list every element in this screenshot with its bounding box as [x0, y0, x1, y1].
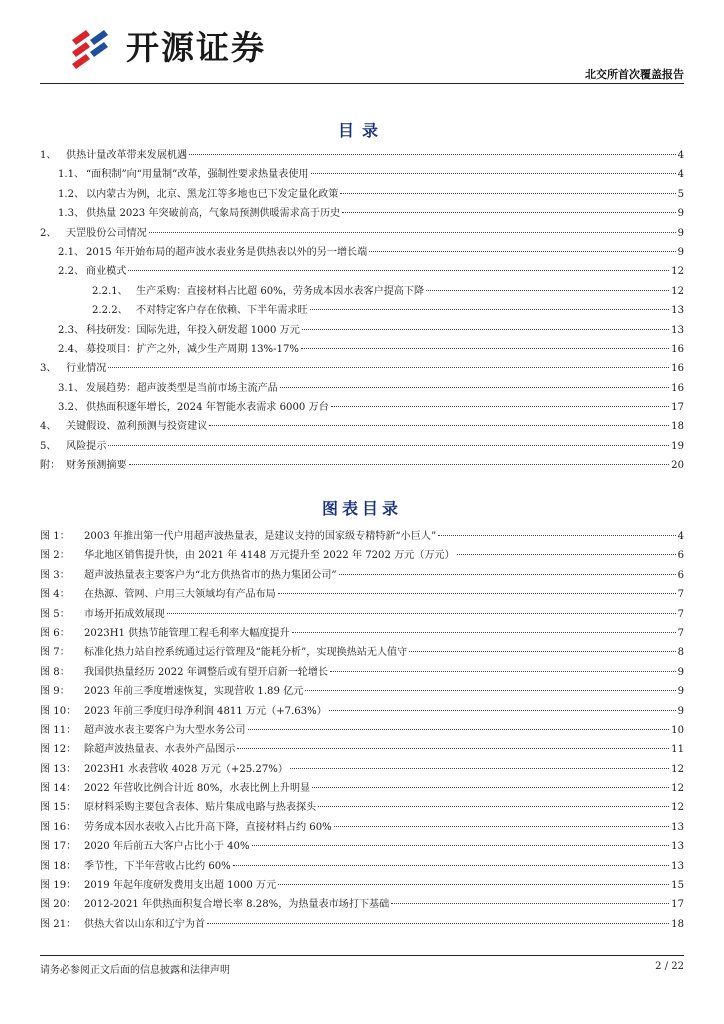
entry-number: 图 7： [40, 647, 70, 659]
figure-entry[interactable] [40, 876, 684, 895]
dot-leader [301, 348, 669, 349]
page-header [40, 18, 684, 81]
dot-leader [334, 826, 669, 827]
entry-number: 图 19： [40, 880, 77, 892]
entry-number: 图 5： [40, 608, 70, 620]
dot-leader [207, 923, 669, 924]
entry-page: 4 [677, 169, 684, 181]
figure-list-title: 图表目录 [321, 499, 402, 518]
entry-number: 图 13： [40, 763, 77, 775]
entry-page: 12 [671, 802, 684, 814]
entry-number: 图 3： [40, 569, 70, 581]
entry-number: 图 8： [40, 666, 70, 678]
toc-entry[interactable] [40, 301, 684, 320]
dot-leader [302, 329, 669, 330]
toc-entry[interactable] [40, 437, 684, 456]
entry-text: 2020 年后前五大客户占比小于 40% [84, 841, 250, 853]
dot-leader [167, 613, 676, 614]
entry-text: 供热计量改革带来发展机遇 [66, 150, 188, 161]
entry-number: 2.2、 [58, 266, 85, 278]
figure-entry[interactable] [40, 663, 684, 682]
entry-text: 供热量 2023 年突破前高，气象局预测供暖需求高于历史 [86, 208, 341, 220]
dot-leader [128, 270, 669, 271]
entry-page: 9 [677, 246, 684, 258]
dot-leader [248, 729, 670, 730]
entry-page: 12 [671, 783, 684, 795]
dot-leader [108, 367, 669, 368]
entry-text: 我国供热量经历 2022 年调整后或有望开启新一轮增长 [84, 666, 329, 678]
entry-text: 发展趋势：超声波类型是当前市场主流产品 [86, 382, 278, 394]
entry-text: 2019 年起年度研发费用支出超 1000 万元 [84, 880, 277, 892]
entry-page: 9 [677, 705, 684, 717]
entry-page: 15 [671, 880, 684, 892]
entry-text: 2023H1 供热节能管理工程毛利率大幅度提升 [84, 627, 290, 639]
entry-number: 附： [40, 460, 61, 472]
figure-entry[interactable] [40, 643, 684, 662]
figure-entry[interactable] [40, 837, 684, 856]
figure-entry[interactable] [40, 605, 684, 624]
dot-leader [369, 251, 675, 252]
entry-page: 19 [671, 440, 684, 452]
entry-text: 超声波热量表主要客户为“北方供热省市的热力集团公司” [84, 569, 337, 581]
entry-page: 16 [671, 382, 684, 394]
entry-text: 2003 年推出第一代户用超声波热量表，是建议支持的国家级专精特新“小巨人” [84, 531, 437, 542]
entry-number: 5、 [40, 440, 57, 452]
dot-leader [237, 748, 669, 749]
entry-text: 供热大省以山东和辽宁为首 [84, 918, 206, 930]
entry-page: 7 [677, 589, 684, 601]
entry-text: 2023 年前三季度增速恢复，实现营收 1.89 亿元 [84, 686, 304, 698]
entry-page: 16 [671, 363, 684, 375]
dot-leader [330, 671, 675, 672]
toc-entry[interactable] [40, 417, 684, 436]
entry-text: 2022 年营收比例合计近 80%，水表比例上升明显 [84, 783, 311, 795]
entry-number: 3.1、 [58, 382, 85, 394]
page-number: 2 / 22 [655, 961, 684, 972]
toc-entry[interactable] [40, 282, 684, 301]
figure-entry[interactable] [40, 740, 684, 759]
dot-leader [209, 425, 669, 426]
figure-entry[interactable] [40, 760, 684, 779]
entry-page: 9 [677, 208, 684, 220]
dot-leader [311, 173, 676, 174]
figure-entry[interactable] [40, 779, 684, 798]
entry-number: 4、 [40, 421, 57, 433]
toc-entry[interactable] [40, 204, 684, 223]
entry-number: 2.4、 [58, 343, 85, 355]
entry-text: 2023H1 水表营收 4028 万元（+25.27%） [84, 763, 288, 775]
entry-number: 图 12： [40, 744, 77, 756]
toc-entry[interactable] [40, 185, 684, 204]
entry-page: 7 [677, 627, 684, 639]
dot-leader [329, 710, 676, 711]
entry-text: 除超声波热量表、水表外产品图示 [84, 744, 236, 756]
entry-text: 在热源、管网、户用三大领域均有产品布局 [84, 589, 276, 601]
entry-text: 行业情况 [66, 363, 107, 375]
entry-text: 市场开拓成效展现 [84, 608, 165, 620]
entry-text: 华北地区销售提升快，由 2021 年 4148 万元提升至 2022 年 7202 万元（万元） [84, 550, 455, 562]
entry-number: 1.2、 [58, 188, 85, 200]
entry-text: 2015 年开始布局的超声波水表业务是供热表以外的另一增长端 [86, 246, 368, 258]
brand-name: 开源证券 [126, 28, 266, 67]
entry-number: 图 15： [40, 802, 77, 814]
entry-text: 募投项目：扩产之外，减少生产周期 13%-17% [86, 343, 299, 355]
figure-entry[interactable] [40, 527, 684, 546]
figure-entry[interactable] [40, 798, 684, 817]
entry-page: 13 [671, 841, 684, 853]
entry-text: 标准化热力站自控系统通过运行管理及“能耗分析”，实现换热站无人值守 [84, 647, 408, 659]
entry-number: 图 14： [40, 783, 77, 795]
dot-leader [189, 154, 675, 155]
toc-entry[interactable] [40, 456, 684, 475]
toc-entry[interactable] [40, 398, 684, 417]
entry-text: 原材料采购主要包含表体、贴片集成电路与热表探头 [84, 802, 317, 814]
entry-number: 图 17： [40, 841, 77, 853]
entry-page: 6 [677, 569, 684, 581]
dot-leader [290, 768, 669, 769]
entry-number: 3.2、 [58, 402, 85, 414]
dot-leader [318, 806, 669, 807]
brand-logo-icon [68, 26, 110, 70]
entry-page: 8 [677, 647, 684, 659]
entry-number: 图 1： [40, 531, 70, 542]
entry-number: 图 11： [40, 724, 77, 736]
entry-text: 风险提示 [66, 440, 107, 452]
entry-number: 图 6： [40, 627, 70, 639]
entry-number: 3、 [40, 363, 57, 375]
toc-entry[interactable] [40, 243, 684, 262]
toc-entry[interactable] [40, 224, 684, 243]
entry-page: 13 [671, 305, 684, 317]
dot-leader [340, 193, 675, 194]
dot-leader [278, 884, 669, 885]
dot-leader [149, 232, 676, 233]
entry-text: 不对特定客户存在依赖、下半年需求旺 [136, 305, 308, 317]
dot-leader [233, 865, 669, 866]
entry-number: 图 20： [40, 899, 77, 911]
entry-text: 季节性，下半年营收占比约 60% [84, 860, 231, 872]
figure-entry[interactable] [40, 624, 684, 643]
entry-number: 2、 [40, 227, 57, 239]
entry-number: 2.1、 [58, 246, 85, 258]
toc-list [40, 146, 684, 476]
dot-leader [457, 554, 676, 555]
report-type-label: 北交所首次覆盖报告 [585, 68, 684, 81]
figure-entry[interactable] [40, 702, 684, 721]
footer-disclaimer: 请务必参阅正文后面的信息披露和法律声明 [40, 965, 230, 976]
entry-text: 科技研发：国际先进，年投入研发超 1000 万元 [86, 324, 300, 336]
entry-page: 13 [671, 324, 684, 336]
toc-title: 目录 [337, 121, 386, 140]
entry-text: 天罡股份公司情况 [66, 227, 147, 239]
entry-number: 2.2.1、 [92, 285, 128, 297]
dot-leader [331, 406, 669, 407]
entry-number: 图 9： [40, 686, 70, 698]
figure-entry[interactable] [40, 915, 684, 934]
entry-text: 生产采购：直接材料占比超 60%，劳务成本因水表客户提高下降 [136, 285, 425, 297]
entry-page: 17 [671, 402, 684, 414]
dot-leader [409, 651, 675, 652]
dot-leader [310, 309, 670, 310]
entry-number: 1、 [40, 150, 57, 161]
dot-leader [252, 845, 670, 846]
figure-entry[interactable] [40, 721, 684, 740]
footer-divider [40, 955, 684, 956]
entry-number: 图 21： [40, 918, 77, 930]
entry-text: 关键假设、盈利预测与投资建议 [66, 421, 208, 433]
entry-page: 17 [671, 899, 684, 911]
dot-leader [278, 593, 676, 594]
entry-text: 商业模式 [86, 266, 127, 278]
entry-page: 13 [671, 821, 684, 833]
entry-page: 16 [671, 343, 684, 355]
entry-number: 图 4： [40, 589, 70, 601]
dot-leader [426, 290, 669, 291]
figure-entry[interactable] [40, 895, 684, 914]
entry-page: 9 [677, 686, 684, 698]
figure-entry[interactable] [40, 818, 684, 837]
figure-entry[interactable] [40, 546, 684, 565]
entry-page: 7 [677, 608, 684, 620]
entry-page: 9 [677, 666, 684, 678]
entry-page: 12 [671, 285, 684, 297]
entry-page: 11 [671, 744, 684, 756]
entry-number: 1.1、 [58, 169, 85, 181]
dot-leader [342, 212, 675, 213]
dot-leader [280, 387, 669, 388]
entry-page: 12 [671, 763, 684, 775]
figure-entry[interactable] [40, 682, 684, 701]
entry-page: 10 [671, 724, 684, 736]
entry-page: 13 [671, 860, 684, 872]
figure-entry[interactable] [40, 585, 684, 604]
entry-page: 20 [671, 460, 684, 472]
dot-leader [108, 445, 669, 446]
entry-text: “面积制”向“用量制”改革，强制性要求热量表使用 [86, 169, 309, 181]
entry-text: 供热面积逐年增长，2024 年智能水表需求 6000 万台 [86, 402, 329, 414]
entry-text: 以内蒙古为例，北京、黑龙江等多地也已下发定量化政策 [86, 188, 339, 200]
entry-text: 财务预测摘要 [66, 460, 127, 472]
entry-number: 2.2.2、 [92, 305, 128, 317]
entry-text: 超声波水表主要客户为大型水务公司 [84, 724, 246, 736]
entry-number: 2.3、 [58, 324, 85, 336]
dot-leader [339, 574, 676, 575]
entry-page: 4 [677, 531, 684, 542]
entry-number: 图 16： [40, 821, 77, 833]
entry-number: 图 18： [40, 860, 77, 872]
entry-page: 5 [677, 188, 684, 200]
entry-text: 2012-2021 年供热面积复合增长率 8.28%，为热量表市场打下基础 [84, 899, 390, 911]
toc-entry[interactable] [40, 165, 684, 184]
entry-page: 9 [677, 227, 684, 239]
entry-number: 图 2： [40, 550, 70, 562]
dot-leader [438, 535, 675, 536]
toc-entry[interactable] [40, 262, 684, 281]
dot-leader [312, 787, 669, 788]
toc-entry[interactable] [40, 340, 684, 359]
entry-page: 4 [677, 150, 684, 161]
entry-number: 1.3、 [58, 208, 85, 220]
figure-entry[interactable] [40, 566, 684, 585]
entry-page: 18 [671, 421, 684, 433]
dot-leader [129, 464, 670, 465]
entry-page: 18 [671, 918, 684, 930]
toc-entry[interactable] [40, 379, 684, 398]
entry-text: 2023 年前三季度归母净利润 4811 万元（+7.63%） [84, 705, 327, 717]
entry-number: 图 10： [40, 705, 77, 717]
entry-page: 12 [671, 266, 684, 278]
dot-leader [292, 632, 676, 633]
dot-leader [391, 903, 669, 904]
toc-entry[interactable] [40, 321, 684, 340]
dot-leader [305, 690, 675, 691]
entry-page: 6 [677, 550, 684, 562]
header-divider [40, 83, 684, 84]
toc-entry[interactable] [40, 146, 684, 165]
entry-text: 劳务成本因水表收入占比升高下降，直接材料占约 60% [84, 821, 332, 833]
toc-entry[interactable] [40, 359, 684, 378]
figure-list [40, 527, 684, 934]
figure-entry[interactable] [40, 857, 684, 876]
